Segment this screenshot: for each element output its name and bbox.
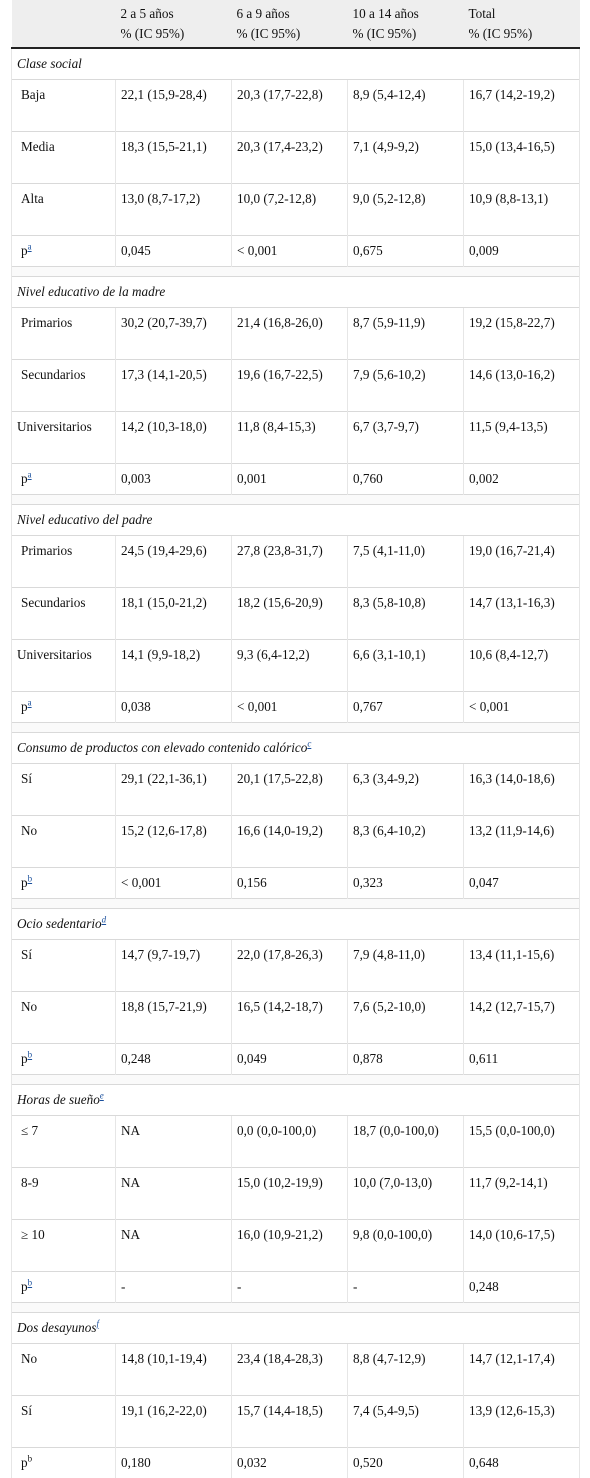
value-cell: 11,7 (9,2-14,1) — [464, 1168, 580, 1220]
value-cell: NA — [116, 1220, 232, 1272]
value-cell: 22,0 (17,8-26,3) — [232, 940, 348, 992]
value-cell: 8,3 (6,4-10,2) — [348, 816, 464, 868]
column-header-unit: % (IC 95%) — [237, 24, 343, 44]
value-cell: 9,8 (0,0-100,0) — [348, 1220, 464, 1272]
value-cell: 8,7 (5,9-11,9) — [348, 308, 464, 360]
value-cell: 19,1 (16,2-22,0) — [116, 1396, 232, 1448]
value-cell: 13,4 (11,1-15,6) — [464, 940, 580, 992]
row-label: p — [21, 471, 28, 486]
footnote-marker[interactable]: b — [28, 1278, 33, 1288]
value-cell: 7,5 (4,1-11,0) — [348, 536, 464, 588]
column-header-unit: % (IC 95%) — [353, 24, 459, 44]
value-cell: 20,3 (17,7-22,8) — [232, 80, 348, 132]
value-cell: 13,9 (12,6-15,3) — [464, 1396, 580, 1448]
row-label-cell — [12, 1272, 116, 1303]
value-cell: 19,0 (16,7-21,4) — [464, 536, 580, 588]
value-cell: 20,1 (17,5-22,8) — [232, 764, 348, 816]
p-value-row — [12, 868, 580, 899]
section-title: Ocio sedentario — [17, 916, 102, 931]
value-cell: 14,7 (12,1-17,4) — [464, 1344, 580, 1396]
value-cell: 6,7 (3,7-9,7) — [348, 412, 464, 464]
table-row — [12, 1220, 580, 1272]
footnote-marker[interactable]: b — [28, 874, 33, 884]
value-cell: 14,7 (13,1-16,3) — [464, 588, 580, 640]
value-cell: 0,001 — [232, 464, 348, 495]
value-cell: 0,038 — [116, 692, 232, 723]
value-cell: NA — [116, 1116, 232, 1168]
footnote-marker[interactable]: c — [307, 739, 311, 749]
value-cell: 15,7 (14,4-18,5) — [232, 1396, 348, 1448]
row-label-cell — [12, 184, 116, 236]
table-row — [12, 764, 580, 816]
section-title-cell — [12, 909, 580, 940]
row-label-cell — [12, 640, 116, 692]
column-header-group: 2 a 5 años — [121, 4, 227, 24]
value-cell: 15,0 (10,2-19,9) — [232, 1168, 348, 1220]
value-cell: 0,878 — [348, 1044, 464, 1075]
value-cell: 19,2 (15,8-22,7) — [464, 308, 580, 360]
row-label-cell — [12, 1116, 116, 1168]
results-table — [11, 0, 580, 1478]
value-cell: 14,0 (10,6-17,5) — [464, 1220, 580, 1272]
row-label-cell — [12, 992, 116, 1044]
section-header-row — [12, 909, 580, 940]
value-cell: 16,3 (14,0-18,6) — [464, 764, 580, 816]
section-header-row — [12, 1313, 580, 1344]
footnote-marker[interactable]: f — [97, 1319, 100, 1329]
value-cell: 11,8 (8,4-15,3) — [232, 412, 348, 464]
value-cell: 14,8 (10,1-19,4) — [116, 1344, 232, 1396]
p-value-row — [12, 1448, 580, 1478]
table-row — [12, 308, 580, 360]
value-cell: 0,032 — [232, 1448, 348, 1478]
value-cell: 0,045 — [116, 236, 232, 267]
p-value-row — [12, 692, 580, 723]
section-title: Nivel educativo de la madre — [17, 284, 165, 299]
value-cell: NA — [116, 1168, 232, 1220]
value-cell: < 0,001 — [116, 868, 232, 899]
row-label: Alta — [21, 191, 44, 206]
table-header-row — [12, 0, 580, 48]
section-title-cell — [12, 1085, 580, 1116]
row-label-cell — [12, 308, 116, 360]
value-cell: 14,6 (13,0-16,2) — [464, 360, 580, 412]
value-cell: 0,156 — [232, 868, 348, 899]
spacer-row — [12, 495, 580, 505]
section-header-row — [12, 277, 580, 308]
value-cell: 7,9 (4,8-11,0) — [348, 940, 464, 992]
table-row — [12, 184, 580, 236]
section-title-cell — [12, 48, 580, 80]
value-cell: - — [116, 1272, 232, 1303]
row-label: Secundarios — [21, 367, 85, 382]
value-cell: 0,049 — [232, 1044, 348, 1075]
section-title: Dos desayunos — [17, 1320, 97, 1335]
value-cell: 0,009 — [464, 236, 580, 267]
value-cell: 0,180 — [116, 1448, 232, 1478]
row-label: No — [21, 1351, 37, 1366]
row-label: No — [21, 823, 37, 838]
row-label-cell — [12, 536, 116, 588]
column-header — [232, 0, 348, 48]
value-cell: 9,3 (6,4-12,2) — [232, 640, 348, 692]
value-cell: 27,8 (23,8-31,7) — [232, 536, 348, 588]
column-header — [12, 0, 116, 48]
column-header-unit: % (IC 95%) — [469, 24, 575, 44]
value-cell: 0,760 — [348, 464, 464, 495]
value-cell: 0,323 — [348, 868, 464, 899]
row-label: Media — [21, 139, 55, 154]
row-label: p — [21, 1051, 28, 1066]
value-cell: 10,6 (8,4-12,7) — [464, 640, 580, 692]
row-label-cell — [12, 80, 116, 132]
section-title: Horas de sueño — [17, 1092, 100, 1107]
value-cell: < 0,001 — [232, 236, 348, 267]
value-cell: 0,002 — [464, 464, 580, 495]
value-cell: 16,5 (14,2-18,7) — [232, 992, 348, 1044]
row-label-cell — [12, 1044, 116, 1075]
value-cell: 18,2 (15,6-20,9) — [232, 588, 348, 640]
table-row — [12, 132, 580, 184]
value-cell: < 0,001 — [464, 692, 580, 723]
table-row — [12, 360, 580, 412]
value-cell: 10,9 (8,8-13,1) — [464, 184, 580, 236]
value-cell: 16,6 (14,0-19,2) — [232, 816, 348, 868]
table-row — [12, 992, 580, 1044]
section-title: Nivel educativo del padre — [17, 512, 152, 527]
value-cell: 18,3 (15,5-21,1) — [116, 132, 232, 184]
value-cell: 0,520 — [348, 1448, 464, 1478]
row-label-cell — [12, 1396, 116, 1448]
row-label-cell — [12, 360, 116, 412]
row-label-cell — [12, 1220, 116, 1272]
table-row — [12, 1396, 580, 1448]
table-row — [12, 412, 580, 464]
value-cell: 7,1 (4,9-9,2) — [348, 132, 464, 184]
value-cell: 18,1 (15,0-21,2) — [116, 588, 232, 640]
value-cell: 0,248 — [464, 1272, 580, 1303]
row-label: Baja — [21, 87, 45, 102]
value-cell: - — [232, 1272, 348, 1303]
value-cell: 21,4 (16,8-26,0) — [232, 308, 348, 360]
row-label-cell — [12, 868, 116, 899]
value-cell: - — [348, 1272, 464, 1303]
table-row — [12, 588, 580, 640]
value-cell: 13,0 (8,7-17,2) — [116, 184, 232, 236]
value-cell: 7,9 (5,6-10,2) — [348, 360, 464, 412]
table-row — [12, 80, 580, 132]
row-label: No — [21, 999, 37, 1014]
row-label: p — [21, 699, 28, 714]
value-cell: 15,0 (13,4-16,5) — [464, 132, 580, 184]
value-cell: 15,2 (12,6-17,8) — [116, 816, 232, 868]
value-cell: < 0,001 — [232, 692, 348, 723]
value-cell: 0,0 (0,0-100,0) — [232, 1116, 348, 1168]
section-title-cell — [12, 277, 580, 308]
row-label-cell — [12, 412, 116, 464]
value-cell: 8,8 (4,7-12,9) — [348, 1344, 464, 1396]
value-cell: 20,3 (17,4-23,2) — [232, 132, 348, 184]
value-cell: 30,2 (20,7-39,7) — [116, 308, 232, 360]
row-label-cell — [12, 132, 116, 184]
section-header-row — [12, 505, 580, 536]
p-value-row — [12, 1272, 580, 1303]
row-label: Primarios — [21, 315, 72, 330]
spacer-row — [12, 899, 580, 909]
column-header-group: 10 a 14 años — [353, 4, 459, 24]
p-value-row — [12, 464, 580, 495]
section-title-cell — [12, 733, 580, 764]
value-cell: 9,0 (5,2-12,8) — [348, 184, 464, 236]
value-cell: 18,7 (0,0-100,0) — [348, 1116, 464, 1168]
section-header-row — [12, 1085, 580, 1116]
value-cell: 10,0 (7,0-13,0) — [348, 1168, 464, 1220]
value-cell: 15,5 (0,0-100,0) — [464, 1116, 580, 1168]
footnote-marker[interactable]: a — [28, 698, 32, 708]
row-label-cell — [12, 1448, 116, 1478]
value-cell: 0,047 — [464, 868, 580, 899]
section-title-cell — [12, 1313, 580, 1344]
section-title-cell — [12, 505, 580, 536]
value-cell: 6,3 (3,4-9,2) — [348, 764, 464, 816]
row-label: Universitarios — [17, 647, 92, 662]
value-cell: 14,7 (9,7-19,7) — [116, 940, 232, 992]
value-cell: 0,675 — [348, 236, 464, 267]
value-cell: 0,648 — [464, 1448, 580, 1478]
value-cell: 6,6 (3,1-10,1) — [348, 640, 464, 692]
value-cell: 7,6 (5,2-10,0) — [348, 992, 464, 1044]
row-label-cell — [12, 464, 116, 495]
table-row — [12, 1344, 580, 1396]
value-cell: 18,8 (15,7-21,9) — [116, 992, 232, 1044]
value-cell: 11,5 (9,4-13,5) — [464, 412, 580, 464]
table-row — [12, 816, 580, 868]
row-label: Sí — [21, 1403, 32, 1418]
column-header-group: Total — [469, 4, 575, 24]
column-header — [348, 0, 464, 48]
value-cell: 16,0 (10,9-21,2) — [232, 1220, 348, 1272]
spacer-row — [12, 723, 580, 733]
row-label: p — [21, 1455, 28, 1470]
value-cell: 8,9 (5,4-12,4) — [348, 80, 464, 132]
spacer-row — [12, 267, 580, 277]
p-value-row — [12, 1044, 580, 1075]
value-cell: 0,767 — [348, 692, 464, 723]
row-label: ≥ 10 — [21, 1227, 45, 1242]
value-cell: 8,3 (5,8-10,8) — [348, 588, 464, 640]
column-header — [116, 0, 232, 48]
value-cell: 17,3 (14,1-20,5) — [116, 360, 232, 412]
p-value-row — [12, 236, 580, 267]
row-label: ≤ 7 — [21, 1123, 38, 1138]
value-cell: 10,0 (7,2-12,8) — [232, 184, 348, 236]
value-cell: 22,1 (15,9-28,4) — [116, 80, 232, 132]
value-cell: 16,7 (14,2-19,2) — [464, 80, 580, 132]
table-row — [12, 1168, 580, 1220]
value-cell: 29,1 (22,1-36,1) — [116, 764, 232, 816]
row-label-cell — [12, 236, 116, 267]
row-label-cell — [12, 816, 116, 868]
row-label: 8-9 — [21, 1175, 39, 1190]
value-cell: 14,1 (9,9-18,2) — [116, 640, 232, 692]
table-row — [12, 940, 580, 992]
table-row — [12, 1116, 580, 1168]
value-cell: 0,248 — [116, 1044, 232, 1075]
footnote-marker[interactable]: b — [28, 1050, 33, 1060]
table-body — [12, 48, 580, 1478]
row-label: Universitarios — [17, 419, 92, 434]
footnote-marker[interactable]: a — [28, 242, 32, 252]
row-label: p — [21, 875, 28, 890]
value-cell: 13,2 (11,9-14,6) — [464, 816, 580, 868]
column-header-group: 6 a 9 años — [237, 4, 343, 24]
row-label: p — [21, 1279, 28, 1294]
row-label-cell — [12, 1168, 116, 1220]
row-label: Sí — [21, 771, 32, 786]
row-label: Secundarios — [21, 595, 85, 610]
value-cell: 14,2 (10,3-18,0) — [116, 412, 232, 464]
table-row — [12, 640, 580, 692]
column-header — [464, 0, 580, 48]
spacer-row — [12, 1075, 580, 1085]
section-title: Clase social — [17, 56, 82, 71]
value-cell: 19,6 (16,7-22,5) — [232, 360, 348, 412]
footnote-marker[interactable]: e — [100, 1091, 104, 1101]
spacer-row — [12, 1303, 580, 1313]
value-cell: 7,4 (5,4-9,5) — [348, 1396, 464, 1448]
row-label-cell — [12, 692, 116, 723]
row-label: Primarios — [21, 543, 72, 558]
value-cell: 0,611 — [464, 1044, 580, 1075]
value-cell: 0,003 — [116, 464, 232, 495]
footnote-marker[interactable]: a — [28, 470, 32, 480]
section-title: Consumo de productos con elevado contenido calórico — [17, 740, 307, 755]
section-header-row — [12, 733, 580, 764]
row-label: Sí — [21, 947, 32, 962]
section-header-row — [12, 48, 580, 80]
row-label-cell — [12, 1344, 116, 1396]
row-label-cell — [12, 588, 116, 640]
footnote-marker: b — [28, 1454, 33, 1464]
table-row — [12, 536, 580, 588]
value-cell: 23,4 (18,4-28,3) — [232, 1344, 348, 1396]
column-header-unit: % (IC 95%) — [121, 24, 227, 44]
value-cell: 24,5 (19,4-29,6) — [116, 536, 232, 588]
value-cell: 14,2 (12,7-15,7) — [464, 992, 580, 1044]
row-label: p — [21, 243, 28, 258]
footnote-marker[interactable]: d — [102, 915, 107, 925]
row-label-cell — [12, 764, 116, 816]
row-label-cell — [12, 940, 116, 992]
